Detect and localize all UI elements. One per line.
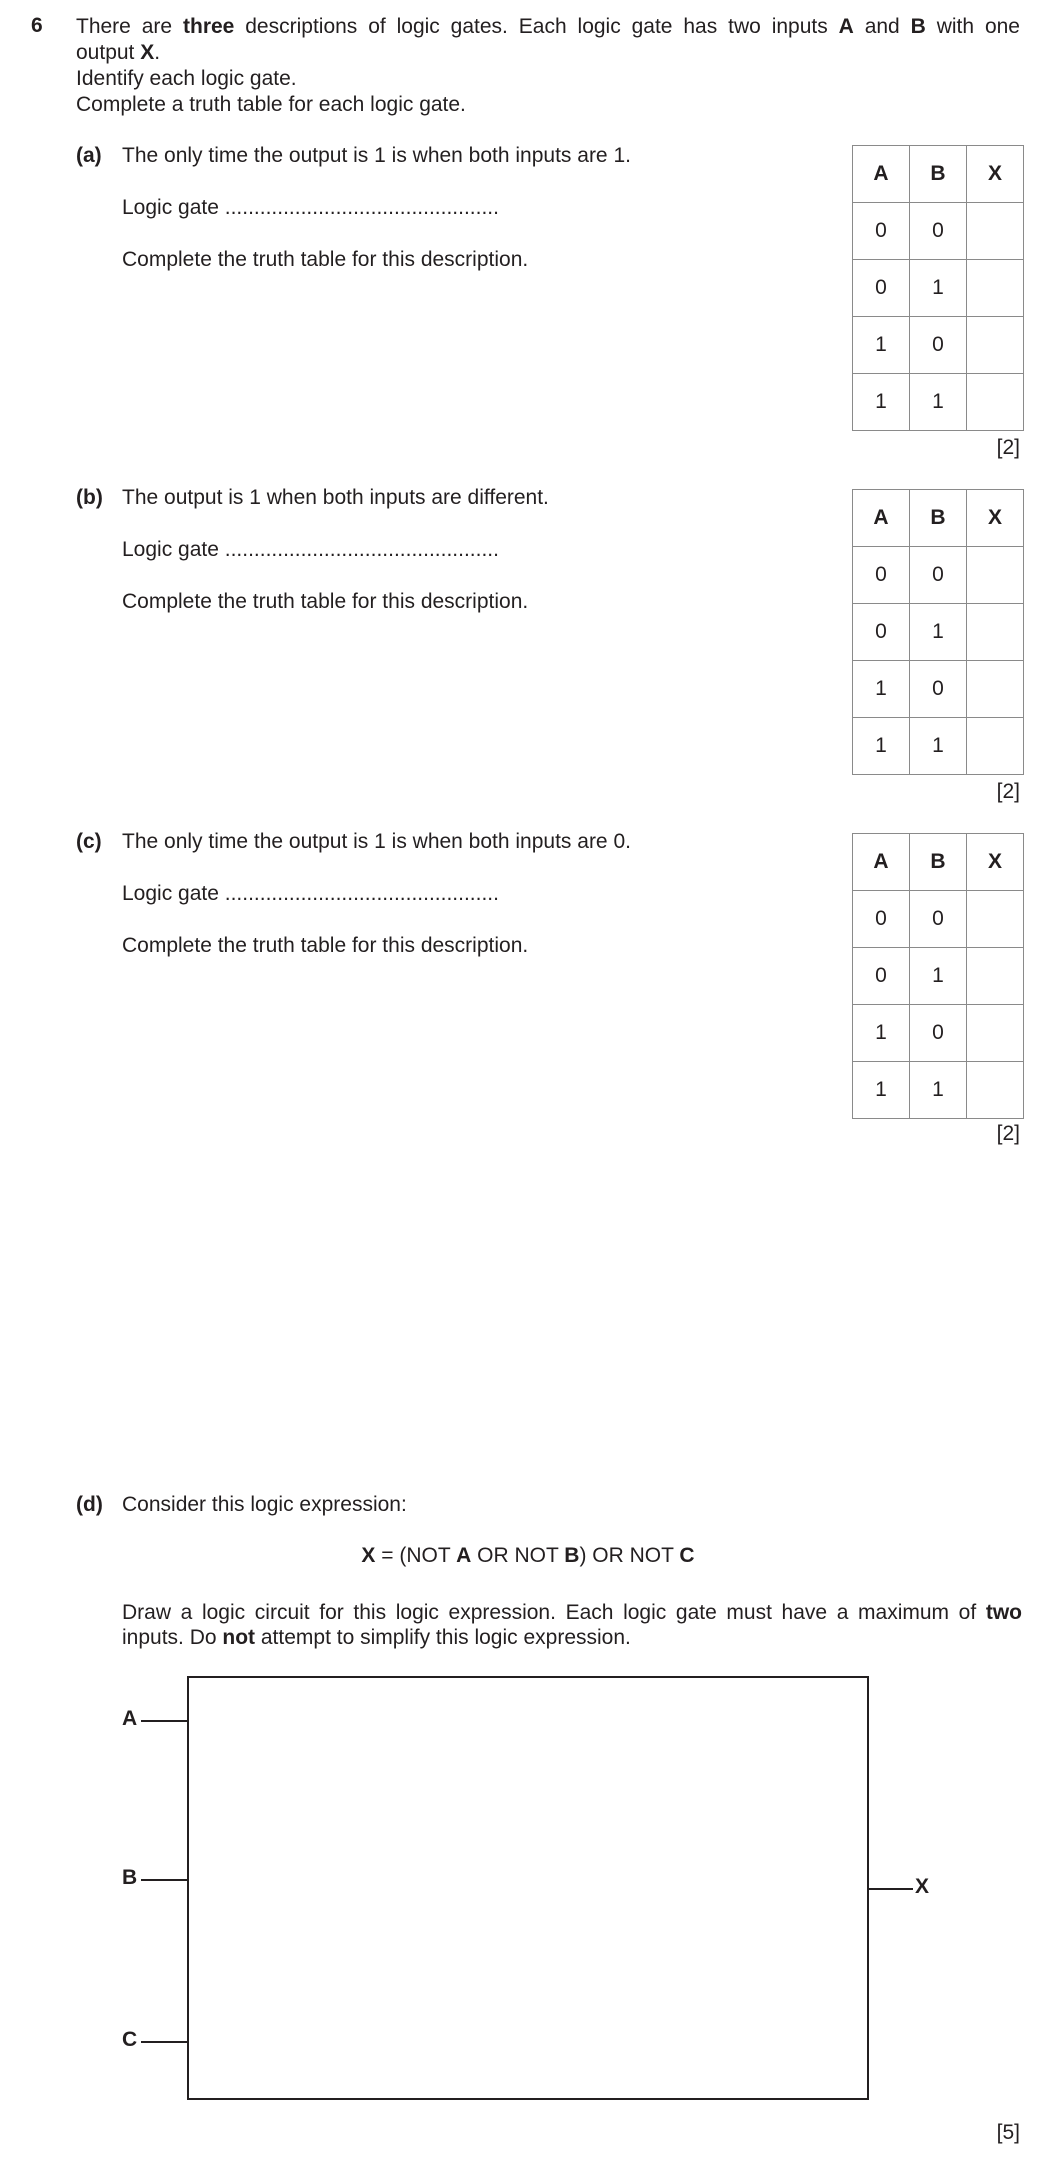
table-row [853, 1062, 1024, 1119]
input-c-wire [141, 2041, 188, 2043]
cell-b: 1 [910, 260, 967, 317]
instr-line-2: inputs. Do not attempt to simplify this logic expression. [122, 1626, 631, 1649]
intro-line-4: Complete a truth table for each logic gate. [76, 93, 466, 116]
cell-x-answer[interactable] [967, 374, 1024, 431]
part-b-complete-prompt: Complete the truth table for this description. [122, 590, 529, 613]
table-row [853, 203, 1024, 260]
table-row [853, 661, 1024, 718]
part-c-marks: [2] [996, 1122, 1020, 1145]
truth-table-header-row [853, 146, 1024, 203]
cell-a: 1 [853, 374, 910, 431]
input-a-label: A [122, 1707, 138, 1730]
cell-a: 1 [853, 718, 910, 775]
cell-b: 1 [910, 948, 967, 1005]
table-row [853, 1005, 1024, 1062]
header-a: A [853, 834, 910, 891]
cell-b: 1 [910, 604, 967, 661]
truth-table-header-row [853, 490, 1024, 547]
cell-x-answer[interactable] [967, 1005, 1024, 1062]
header-b: B [910, 834, 967, 891]
header-b: B [910, 490, 967, 547]
cell-x-answer[interactable] [967, 891, 1024, 948]
part-b-marks: [2] [996, 780, 1020, 803]
intro-line-3: Identify each logic gate. [76, 67, 297, 90]
truth-table-header-row [853, 834, 1024, 891]
part-a-description: The only time the output is 1 is when both inputs are 1. [122, 144, 631, 167]
cell-a: 1 [853, 317, 910, 374]
table-row [853, 260, 1024, 317]
part-b-label: (b) [76, 486, 103, 509]
logic-expression: X = (NOT A OR NOT B) OR NOT C [361, 1544, 695, 1567]
header-x: X [967, 146, 1024, 203]
cell-b: 1 [910, 374, 967, 431]
cell-a: 1 [853, 661, 910, 718]
cell-b: 0 [910, 547, 967, 604]
part-d-marks: [5] [996, 2121, 1020, 2144]
cell-a: 1 [853, 1005, 910, 1062]
part-a-label: (a) [76, 144, 102, 167]
circuit-drawing-area[interactable] [187, 1676, 869, 2100]
question-intro [76, 14, 1020, 118]
table-row [853, 948, 1024, 1005]
truth-table-a [852, 145, 1024, 431]
part-d-label: (d) [76, 1493, 103, 1516]
cell-b: 0 [910, 203, 967, 260]
cell-x-answer[interactable] [967, 948, 1024, 1005]
cell-a: 0 [853, 547, 910, 604]
part-d-consider: Consider this logic expression: [122, 1493, 407, 1516]
table-row [853, 891, 1024, 948]
cell-x-answer[interactable] [967, 604, 1024, 661]
table-row [853, 317, 1024, 374]
input-b-label: B [122, 1866, 138, 1889]
input-a-wire [141, 1720, 188, 1722]
cell-b: 1 [910, 1062, 967, 1119]
cell-x-answer[interactable] [967, 661, 1024, 718]
part-b-logic-gate-answer-line[interactable]: Logic gate ............................................... [122, 538, 499, 561]
cell-x-answer[interactable] [967, 718, 1024, 775]
part-b-description: The output is 1 when both inputs are different. [122, 486, 549, 509]
cell-x-answer[interactable] [967, 317, 1024, 374]
cell-x-answer[interactable] [967, 260, 1024, 317]
header-x: X [967, 834, 1024, 891]
cell-a: 0 [853, 203, 910, 260]
cell-a: 0 [853, 260, 910, 317]
table-row [853, 374, 1024, 431]
table-row [853, 604, 1024, 661]
cell-x-answer[interactable] [967, 203, 1024, 260]
question-number: 6 [31, 14, 43, 37]
part-a-complete-prompt: Complete the truth table for this description. [122, 248, 529, 271]
truth-table-c [852, 833, 1024, 1119]
input-b-wire [141, 1879, 188, 1881]
part-c-logic-gate-answer-line[interactable]: Logic gate ............................................... [122, 882, 499, 905]
table-row [853, 718, 1024, 775]
cell-x-answer[interactable] [967, 547, 1024, 604]
cell-a: 1 [853, 1062, 910, 1119]
cell-a: 0 [853, 891, 910, 948]
cell-b: 0 [910, 317, 967, 374]
header-x: X [967, 490, 1024, 547]
cell-b: 1 [910, 718, 967, 775]
intro-line-1: There are three descriptions of logic gates. Each logic gate has two inputs A and B with one [76, 15, 1020, 38]
part-a-marks: [2] [996, 436, 1020, 459]
header-b: B [910, 146, 967, 203]
cell-b: 0 [910, 661, 967, 718]
cell-x-answer[interactable] [967, 1062, 1024, 1119]
table-row [853, 547, 1024, 604]
part-c-description: The only time the output is 1 is when both inputs are 0. [122, 830, 631, 853]
part-c-label: (c) [76, 830, 102, 853]
output-x-wire [868, 1888, 913, 1890]
output-x-label: X [915, 1875, 930, 1898]
cell-a: 0 [853, 948, 910, 1005]
part-a-logic-gate-answer-line[interactable]: Logic gate ............................................... [122, 196, 499, 219]
part-c-complete-prompt: Complete the truth table for this description. [122, 934, 529, 957]
truth-table-b [852, 489, 1024, 775]
header-a: A [853, 146, 910, 203]
cell-b: 0 [910, 1005, 967, 1062]
header-a: A [853, 490, 910, 547]
instr-line-1: Draw a logic circuit for this logic expression. Each logic gate must have a maximum of two [122, 1601, 1022, 1624]
intro-line-2: output X. [76, 41, 161, 64]
cell-b: 0 [910, 891, 967, 948]
part-d-instructions [122, 1600, 1022, 1650]
cell-a: 0 [853, 604, 910, 661]
input-c-label: C [122, 2028, 138, 2051]
